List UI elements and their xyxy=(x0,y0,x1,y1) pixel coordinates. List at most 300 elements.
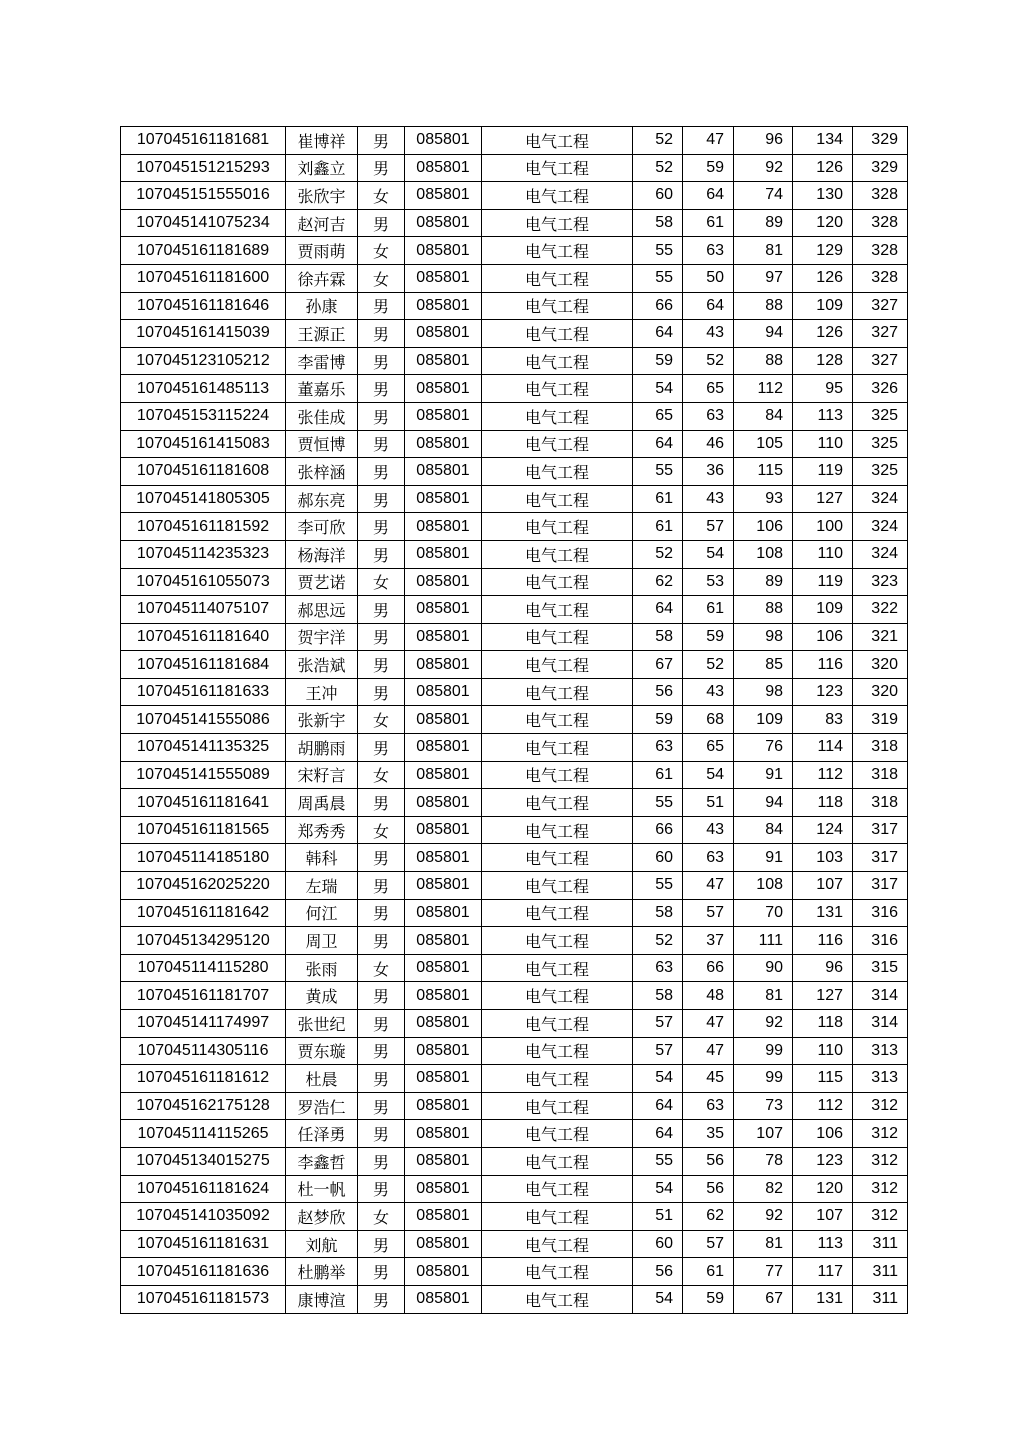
table-row xyxy=(121,375,908,403)
cell-score-4: 107 xyxy=(793,1203,853,1231)
cell-name: 孙康 xyxy=(286,292,358,320)
cell-score-4: 110 xyxy=(793,1037,853,1065)
cell-name: 杜晨 xyxy=(286,1065,358,1093)
cell-total-score: 322 xyxy=(853,596,908,624)
cell-name: 郝思远 xyxy=(286,596,358,624)
cell-score-2: 48 xyxy=(683,982,734,1010)
cell-score-2: 35 xyxy=(683,1120,734,1148)
cell-score-1: 57 xyxy=(633,1010,683,1038)
cell-score-4: 109 xyxy=(793,292,853,320)
cell-score-4: 110 xyxy=(793,540,853,568)
cell-score-2: 43 xyxy=(683,816,734,844)
cell-name: 何江 xyxy=(286,899,358,927)
cell-score-1: 55 xyxy=(633,789,683,817)
cell-gender: 男 xyxy=(358,1065,405,1093)
cell-score-1: 59 xyxy=(633,347,683,375)
cell-score-2: 52 xyxy=(683,651,734,679)
table-row xyxy=(121,816,908,844)
cell-major-name: 电气工程 xyxy=(482,1147,633,1175)
cell-gender: 男 xyxy=(358,485,405,513)
cell-score-1: 58 xyxy=(633,209,683,237)
cell-name: 李鑫哲 xyxy=(286,1147,358,1175)
table-row xyxy=(121,734,908,762)
cell-score-3: 92 xyxy=(734,154,793,182)
cell-score-3: 88 xyxy=(734,596,793,624)
cell-gender: 男 xyxy=(358,927,405,955)
cell-gender: 男 xyxy=(358,1147,405,1175)
cell-score-3: 84 xyxy=(734,816,793,844)
cell-score-4: 95 xyxy=(793,375,853,403)
cell-score-1: 55 xyxy=(633,1147,683,1175)
cell-score-3: 99 xyxy=(734,1065,793,1093)
table-row xyxy=(121,899,908,927)
cell-score-2: 61 xyxy=(683,596,734,624)
cell-total-score: 327 xyxy=(853,292,908,320)
cell-total-score: 314 xyxy=(853,1010,908,1038)
cell-major-code: 085801 xyxy=(405,954,482,982)
cell-score-2: 54 xyxy=(683,761,734,789)
cell-candidate-id: 107045161181624 xyxy=(121,1175,286,1203)
cell-score-2: 57 xyxy=(683,899,734,927)
cell-score-1: 65 xyxy=(633,402,683,430)
table-row xyxy=(121,954,908,982)
cell-name: 郝东亮 xyxy=(286,485,358,513)
cell-gender: 男 xyxy=(358,1092,405,1120)
cell-score-4: 103 xyxy=(793,844,853,872)
cell-major-name: 电气工程 xyxy=(482,844,633,872)
cell-score-4: 130 xyxy=(793,182,853,210)
cell-score-2: 47 xyxy=(683,1037,734,1065)
cell-score-3: 85 xyxy=(734,651,793,679)
cell-score-1: 52 xyxy=(633,927,683,955)
cell-major-code: 085801 xyxy=(405,264,482,292)
cell-score-2: 63 xyxy=(683,844,734,872)
cell-score-4: 100 xyxy=(793,513,853,541)
cell-score-4: 117 xyxy=(793,1258,853,1286)
cell-score-4: 129 xyxy=(793,237,853,265)
cell-score-1: 59 xyxy=(633,706,683,734)
cell-name: 张世纪 xyxy=(286,1010,358,1038)
table-row xyxy=(121,1037,908,1065)
cell-score-4: 123 xyxy=(793,678,853,706)
cell-major-name: 电气工程 xyxy=(482,182,633,210)
cell-score-1: 52 xyxy=(633,127,683,155)
cell-name: 宋籽言 xyxy=(286,761,358,789)
cell-candidate-id: 107045114115280 xyxy=(121,954,286,982)
cell-score-1: 54 xyxy=(633,1065,683,1093)
cell-total-score: 328 xyxy=(853,182,908,210)
cell-name: 张新宇 xyxy=(286,706,358,734)
cell-score-2: 53 xyxy=(683,568,734,596)
cell-candidate-id: 107045141555086 xyxy=(121,706,286,734)
cell-score-4: 126 xyxy=(793,264,853,292)
table-row xyxy=(121,596,908,624)
cell-total-score: 328 xyxy=(853,209,908,237)
cell-candidate-id: 107045161181608 xyxy=(121,458,286,486)
cell-name: 郑秀秀 xyxy=(286,816,358,844)
table-row xyxy=(121,292,908,320)
cell-major-name: 电气工程 xyxy=(482,761,633,789)
cell-major-code: 085801 xyxy=(405,651,482,679)
cell-major-code: 085801 xyxy=(405,678,482,706)
table-row xyxy=(121,1285,908,1313)
cell-score-3: 98 xyxy=(734,678,793,706)
cell-score-2: 43 xyxy=(683,678,734,706)
cell-name: 张佳成 xyxy=(286,402,358,430)
cell-total-score: 311 xyxy=(853,1230,908,1258)
cell-score-1: 61 xyxy=(633,485,683,513)
cell-name: 罗浩仁 xyxy=(286,1092,358,1120)
cell-major-code: 085801 xyxy=(405,761,482,789)
cell-total-score: 320 xyxy=(853,651,908,679)
cell-major-name: 电气工程 xyxy=(482,402,633,430)
cell-gender: 女 xyxy=(358,954,405,982)
table-row xyxy=(121,651,908,679)
cell-name: 李可欣 xyxy=(286,513,358,541)
cell-score-4: 119 xyxy=(793,568,853,596)
cell-gender: 男 xyxy=(358,292,405,320)
cell-score-2: 43 xyxy=(683,485,734,513)
cell-score-4: 109 xyxy=(793,596,853,624)
cell-score-3: 81 xyxy=(734,1230,793,1258)
cell-major-code: 085801 xyxy=(405,596,482,624)
table-row xyxy=(121,485,908,513)
cell-score-3: 106 xyxy=(734,513,793,541)
cell-score-2: 47 xyxy=(683,872,734,900)
cell-name: 杨海洋 xyxy=(286,540,358,568)
cell-major-name: 电气工程 xyxy=(482,789,633,817)
cell-score-3: 115 xyxy=(734,458,793,486)
cell-score-1: 58 xyxy=(633,982,683,1010)
table-row xyxy=(121,458,908,486)
cell-candidate-id: 107045161181633 xyxy=(121,678,286,706)
cell-major-code: 085801 xyxy=(405,816,482,844)
cell-score-1: 64 xyxy=(633,1092,683,1120)
cell-major-name: 电气工程 xyxy=(482,899,633,927)
table-row xyxy=(121,982,908,1010)
cell-score-3: 77 xyxy=(734,1258,793,1286)
cell-score-1: 55 xyxy=(633,264,683,292)
cell-candidate-id: 107045141805305 xyxy=(121,485,286,513)
cell-candidate-id: 107045161181640 xyxy=(121,623,286,651)
cell-name: 贾恒博 xyxy=(286,430,358,458)
cell-candidate-id: 107045114075107 xyxy=(121,596,286,624)
cell-major-name: 电气工程 xyxy=(482,1065,633,1093)
cell-score-1: 64 xyxy=(633,1120,683,1148)
cell-score-1: 60 xyxy=(633,844,683,872)
cell-score-4: 127 xyxy=(793,485,853,513)
cell-score-1: 62 xyxy=(633,568,683,596)
cell-name: 周禹晨 xyxy=(286,789,358,817)
cell-total-score: 325 xyxy=(853,430,908,458)
cell-candidate-id: 107045161181612 xyxy=(121,1065,286,1093)
cell-score-3: 78 xyxy=(734,1147,793,1175)
cell-score-3: 108 xyxy=(734,540,793,568)
cell-major-name: 电气工程 xyxy=(482,982,633,1010)
cell-score-3: 89 xyxy=(734,209,793,237)
cell-gender: 女 xyxy=(358,1203,405,1231)
cell-candidate-id: 107045134295120 xyxy=(121,927,286,955)
cell-major-name: 电气工程 xyxy=(482,1285,633,1313)
cell-score-1: 64 xyxy=(633,320,683,348)
cell-score-3: 73 xyxy=(734,1092,793,1120)
cell-major-name: 电气工程 xyxy=(482,127,633,155)
cell-candidate-id: 107045161415083 xyxy=(121,430,286,458)
cell-gender: 男 xyxy=(358,623,405,651)
cell-gender: 男 xyxy=(358,982,405,1010)
cell-major-name: 电气工程 xyxy=(482,209,633,237)
cell-candidate-id: 107045161181636 xyxy=(121,1258,286,1286)
cell-score-4: 116 xyxy=(793,651,853,679)
cell-name: 张浩斌 xyxy=(286,651,358,679)
cell-score-3: 94 xyxy=(734,789,793,817)
cell-score-3: 105 xyxy=(734,430,793,458)
cell-major-name: 电气工程 xyxy=(482,485,633,513)
cell-major-code: 085801 xyxy=(405,237,482,265)
table-row xyxy=(121,1010,908,1038)
table-row xyxy=(121,430,908,458)
cell-total-score: 316 xyxy=(853,927,908,955)
cell-major-name: 电气工程 xyxy=(482,1120,633,1148)
cell-total-score: 317 xyxy=(853,872,908,900)
cell-major-name: 电气工程 xyxy=(482,1092,633,1120)
cell-name: 贾雨萌 xyxy=(286,237,358,265)
cell-major-name: 电气工程 xyxy=(482,320,633,348)
cell-total-score: 316 xyxy=(853,899,908,927)
cell-score-2: 59 xyxy=(683,623,734,651)
cell-gender: 男 xyxy=(358,789,405,817)
cell-candidate-id: 107045162175128 xyxy=(121,1092,286,1120)
cell-score-3: 97 xyxy=(734,264,793,292)
cell-score-3: 91 xyxy=(734,761,793,789)
cell-score-4: 106 xyxy=(793,623,853,651)
cell-major-code: 085801 xyxy=(405,540,482,568)
admission-score-table xyxy=(120,126,908,1314)
cell-name: 张欣宇 xyxy=(286,182,358,210)
cell-candidate-id: 107045134015275 xyxy=(121,1147,286,1175)
cell-candidate-id: 107045141135325 xyxy=(121,734,286,762)
cell-major-name: 电气工程 xyxy=(482,430,633,458)
cell-name: 崔博祥 xyxy=(286,127,358,155)
cell-score-4: 110 xyxy=(793,430,853,458)
cell-gender: 女 xyxy=(358,706,405,734)
cell-major-code: 085801 xyxy=(405,899,482,927)
cell-total-score: 318 xyxy=(853,789,908,817)
cell-major-code: 085801 xyxy=(405,320,482,348)
cell-score-4: 120 xyxy=(793,209,853,237)
cell-total-score: 312 xyxy=(853,1203,908,1231)
cell-major-name: 电气工程 xyxy=(482,458,633,486)
cell-score-4: 127 xyxy=(793,982,853,1010)
cell-major-code: 085801 xyxy=(405,1203,482,1231)
cell-candidate-id: 107045161181689 xyxy=(121,237,286,265)
cell-total-score: 323 xyxy=(853,568,908,596)
cell-name: 张梓涵 xyxy=(286,458,358,486)
cell-major-name: 电气工程 xyxy=(482,1203,633,1231)
cell-gender: 男 xyxy=(358,1120,405,1148)
cell-score-1: 66 xyxy=(633,816,683,844)
cell-major-code: 085801 xyxy=(405,623,482,651)
cell-score-1: 58 xyxy=(633,623,683,651)
cell-score-2: 59 xyxy=(683,1285,734,1313)
cell-major-code: 085801 xyxy=(405,1120,482,1148)
table-row xyxy=(121,844,908,872)
cell-major-code: 085801 xyxy=(405,402,482,430)
cell-score-2: 56 xyxy=(683,1147,734,1175)
cell-major-name: 电气工程 xyxy=(482,264,633,292)
cell-score-2: 62 xyxy=(683,1203,734,1231)
cell-score-1: 55 xyxy=(633,458,683,486)
cell-score-2: 51 xyxy=(683,789,734,817)
cell-score-3: 109 xyxy=(734,706,793,734)
cell-major-code: 085801 xyxy=(405,1010,482,1038)
cell-candidate-id: 107045153115224 xyxy=(121,402,286,430)
cell-name: 王源正 xyxy=(286,320,358,348)
cell-score-1: 61 xyxy=(633,513,683,541)
cell-major-code: 085801 xyxy=(405,789,482,817)
cell-total-score: 324 xyxy=(853,485,908,513)
cell-name: 董嘉乐 xyxy=(286,375,358,403)
cell-name: 胡鹏雨 xyxy=(286,734,358,762)
cell-gender: 女 xyxy=(358,264,405,292)
cell-major-code: 085801 xyxy=(405,292,482,320)
table-row xyxy=(121,1258,908,1286)
table-row xyxy=(121,789,908,817)
cell-score-2: 47 xyxy=(683,127,734,155)
cell-score-3: 88 xyxy=(734,347,793,375)
cell-score-2: 56 xyxy=(683,1175,734,1203)
cell-score-1: 56 xyxy=(633,1258,683,1286)
cell-major-name: 电气工程 xyxy=(482,651,633,679)
table-row xyxy=(121,927,908,955)
cell-score-1: 64 xyxy=(633,430,683,458)
cell-total-score: 325 xyxy=(853,458,908,486)
cell-gender: 男 xyxy=(358,347,405,375)
cell-score-3: 91 xyxy=(734,844,793,872)
cell-name: 康博渲 xyxy=(286,1285,358,1313)
cell-score-1: 57 xyxy=(633,1037,683,1065)
table-row xyxy=(121,872,908,900)
cell-score-1: 56 xyxy=(633,678,683,706)
cell-candidate-id: 107045141174997 xyxy=(121,1010,286,1038)
cell-score-2: 63 xyxy=(683,402,734,430)
table-row xyxy=(121,182,908,210)
cell-score-3: 88 xyxy=(734,292,793,320)
cell-name: 赵梦欣 xyxy=(286,1203,358,1231)
cell-major-code: 085801 xyxy=(405,513,482,541)
cell-major-name: 电气工程 xyxy=(482,678,633,706)
cell-name: 张雨 xyxy=(286,954,358,982)
table-row xyxy=(121,513,908,541)
cell-score-4: 118 xyxy=(793,789,853,817)
cell-major-name: 电气工程 xyxy=(482,1230,633,1258)
table-row xyxy=(121,320,908,348)
cell-score-1: 54 xyxy=(633,375,683,403)
cell-candidate-id: 107045162025220 xyxy=(121,872,286,900)
cell-gender: 男 xyxy=(358,1010,405,1038)
cell-score-4: 123 xyxy=(793,1147,853,1175)
cell-major-name: 电气工程 xyxy=(482,927,633,955)
cell-score-4: 115 xyxy=(793,1065,853,1093)
cell-major-code: 085801 xyxy=(405,127,482,155)
cell-candidate-id: 107045141075234 xyxy=(121,209,286,237)
cell-score-2: 52 xyxy=(683,347,734,375)
cell-candidate-id: 107045141555089 xyxy=(121,761,286,789)
cell-name: 徐卉霖 xyxy=(286,264,358,292)
cell-gender: 男 xyxy=(358,1230,405,1258)
cell-score-3: 74 xyxy=(734,182,793,210)
cell-gender: 男 xyxy=(358,1258,405,1286)
cell-total-score: 327 xyxy=(853,347,908,375)
table-row xyxy=(121,127,908,155)
cell-gender: 男 xyxy=(358,872,405,900)
cell-candidate-id: 107045161415039 xyxy=(121,320,286,348)
cell-major-code: 085801 xyxy=(405,844,482,872)
cell-score-2: 61 xyxy=(683,209,734,237)
cell-gender: 女 xyxy=(358,237,405,265)
cell-major-code: 085801 xyxy=(405,375,482,403)
cell-major-name: 电气工程 xyxy=(482,706,633,734)
cell-major-code: 085801 xyxy=(405,1230,482,1258)
cell-gender: 男 xyxy=(358,513,405,541)
cell-score-4: 96 xyxy=(793,954,853,982)
cell-score-3: 111 xyxy=(734,927,793,955)
cell-name: 贾艺诺 xyxy=(286,568,358,596)
cell-candidate-id: 107045151555016 xyxy=(121,182,286,210)
cell-score-4: 112 xyxy=(793,1092,853,1120)
cell-score-2: 43 xyxy=(683,320,734,348)
cell-major-name: 电气工程 xyxy=(482,596,633,624)
cell-total-score: 311 xyxy=(853,1285,908,1313)
cell-candidate-id: 107045161181681 xyxy=(121,127,286,155)
cell-score-4: 114 xyxy=(793,734,853,762)
cell-major-code: 085801 xyxy=(405,347,482,375)
cell-candidate-id: 107045161181641 xyxy=(121,789,286,817)
cell-major-code: 085801 xyxy=(405,1065,482,1093)
table-row xyxy=(121,1175,908,1203)
cell-total-score: 328 xyxy=(853,264,908,292)
cell-total-score: 325 xyxy=(853,402,908,430)
table-row xyxy=(121,1203,908,1231)
cell-major-code: 085801 xyxy=(405,182,482,210)
cell-candidate-id: 107045161181642 xyxy=(121,899,286,927)
cell-score-3: 90 xyxy=(734,954,793,982)
cell-major-name: 电气工程 xyxy=(482,623,633,651)
cell-candidate-id: 107045161181631 xyxy=(121,1230,286,1258)
cell-score-3: 67 xyxy=(734,1285,793,1313)
cell-score-3: 76 xyxy=(734,734,793,762)
cell-major-name: 电气工程 xyxy=(482,1037,633,1065)
cell-score-1: 60 xyxy=(633,182,683,210)
cell-total-score: 324 xyxy=(853,513,908,541)
cell-score-4: 107 xyxy=(793,872,853,900)
cell-gender: 女 xyxy=(358,816,405,844)
cell-major-code: 085801 xyxy=(405,1147,482,1175)
cell-score-2: 37 xyxy=(683,927,734,955)
cell-name: 刘航 xyxy=(286,1230,358,1258)
cell-name: 左瑞 xyxy=(286,872,358,900)
cell-name: 黄成 xyxy=(286,982,358,1010)
cell-total-score: 313 xyxy=(853,1065,908,1093)
cell-candidate-id: 107045161181592 xyxy=(121,513,286,541)
cell-major-code: 085801 xyxy=(405,706,482,734)
cell-name: 贺宇洋 xyxy=(286,623,358,651)
cell-major-name: 电气工程 xyxy=(482,1258,633,1286)
table-row xyxy=(121,209,908,237)
cell-total-score: 317 xyxy=(853,816,908,844)
cell-major-name: 电气工程 xyxy=(482,237,633,265)
cell-score-2: 64 xyxy=(683,292,734,320)
